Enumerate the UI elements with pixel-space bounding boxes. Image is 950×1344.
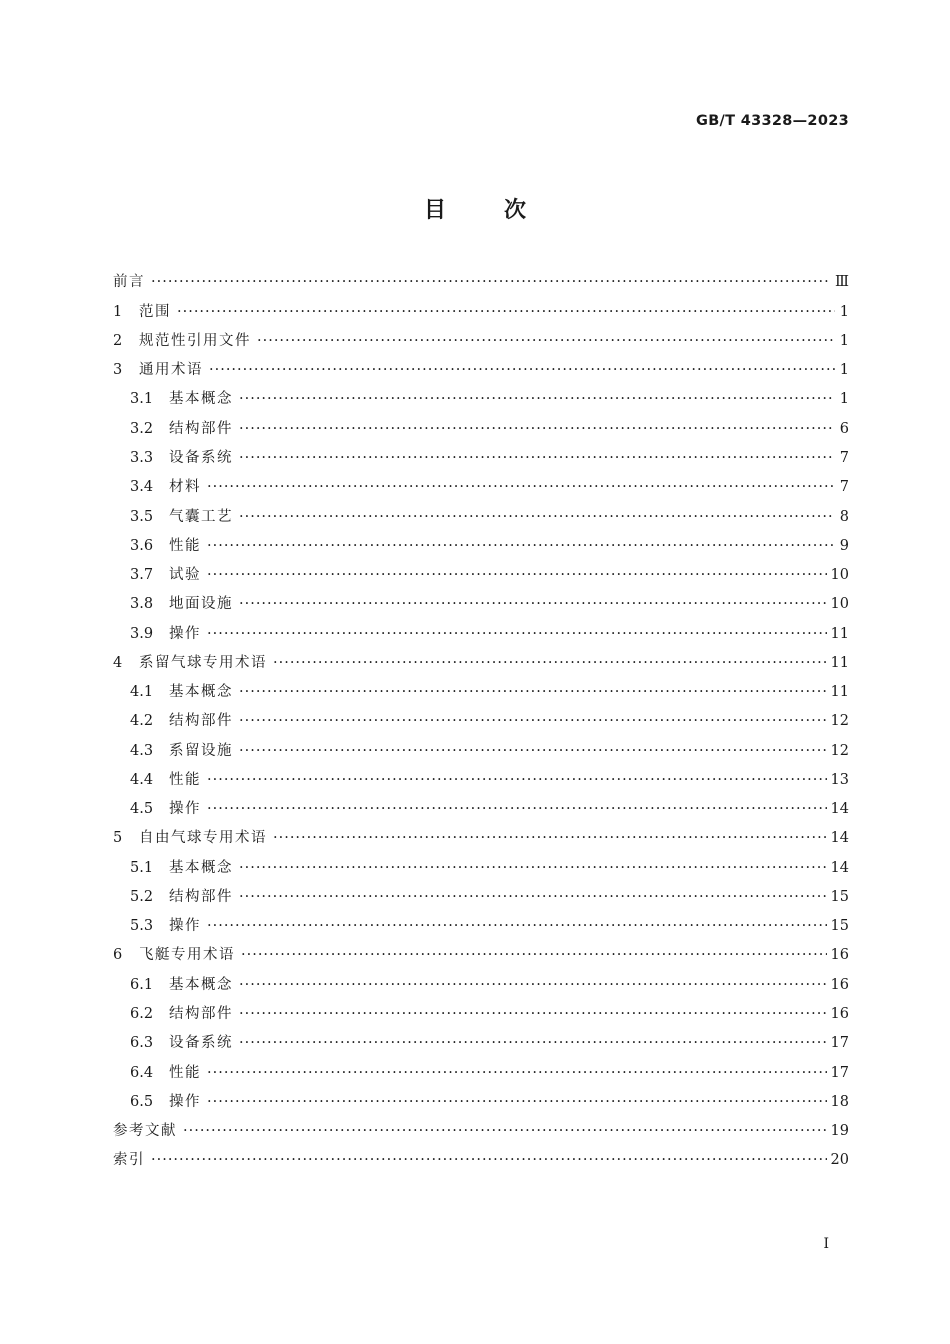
toc-entry-page: 16 <box>830 947 849 964</box>
toc-entry[interactable] <box>113 1029 849 1058</box>
toc-entry-label[interactable]: 结构部件 <box>169 713 233 730</box>
toc-leader-dots <box>207 773 827 788</box>
toc-entry-number: 5 <box>113 830 123 847</box>
page-title <box>0 193 950 224</box>
toc-entry[interactable] <box>113 473 849 502</box>
toc-leader-dots <box>177 305 835 320</box>
toc-entry-label[interactable]: 性能 <box>169 537 201 554</box>
toc-leader-dots <box>257 334 835 349</box>
toc-entry-label[interactable]: 通用术语 <box>139 362 203 379</box>
toc-entry-number: 3.6 <box>130 537 154 554</box>
toc-leader-dots <box>207 919 827 934</box>
toc-entry[interactable] <box>113 327 849 356</box>
toc-entry[interactable] <box>113 824 849 853</box>
toc-entry-page: 14 <box>830 801 849 818</box>
table-of-contents <box>113 268 849 1175</box>
toc-leader-dots <box>239 685 827 700</box>
toc-leader-dots <box>239 978 827 993</box>
toc-entry-label[interactable]: 系留气球专用术语 <box>139 654 267 671</box>
toc-leader-dots <box>207 480 835 495</box>
toc-entry[interactable] <box>113 736 849 765</box>
toc-entry-number: 6.5 <box>130 1093 154 1110</box>
toc-entry-label[interactable]: 系留设施 <box>169 742 233 759</box>
toc-entry-label[interactable]: 操作 <box>169 801 201 818</box>
toc-entry[interactable] <box>113 561 849 590</box>
toc-leader-dots <box>239 422 835 437</box>
toc-entry-number: 1 <box>113 303 123 320</box>
toc-entry[interactable] <box>113 1087 849 1116</box>
toc-entry-label[interactable]: 试验 <box>169 567 201 584</box>
toc-entry-page: 6 <box>839 420 849 437</box>
toc-entry-label[interactable]: 结构部件 <box>169 420 233 437</box>
toc-leader-dots <box>151 275 831 290</box>
toc-leader-dots <box>239 744 827 759</box>
toc-entry-page: 11 <box>830 625 849 642</box>
toc-entry-page: 14 <box>830 859 849 876</box>
toc-entry[interactable] <box>113 970 849 999</box>
toc-entry-page: 12 <box>830 742 849 759</box>
toc-entry-page: 17 <box>830 1064 849 1081</box>
toc-entry-page: Ⅲ <box>835 274 849 291</box>
toc-entry-number: 6 <box>113 947 123 964</box>
toc-entry-label[interactable]: 地面设施 <box>169 596 233 613</box>
toc-entry-number: 3.2 <box>130 420 154 437</box>
toc-leader-dots <box>239 451 835 466</box>
toc-entry-page: 16 <box>830 1006 849 1023</box>
toc-entry-label[interactable]: 规范性引用文件 <box>139 332 251 349</box>
toc-entry-label[interactable]: 材料 <box>169 479 201 496</box>
toc-leader-dots <box>209 363 835 378</box>
toc-entry-label[interactable]: 气囊工艺 <box>169 508 233 525</box>
toc-entry-label[interactable]: 操作 <box>169 625 201 642</box>
toc-entry-page: 11 <box>830 654 849 671</box>
toc-entry[interactable] <box>113 531 849 560</box>
toc-entry-page: 20 <box>830 1152 849 1169</box>
toc-entry[interactable] <box>113 619 849 648</box>
toc-entry-page: 12 <box>830 713 849 730</box>
toc-entry-page: 1 <box>839 362 849 379</box>
toc-entry-number: 3.7 <box>130 567 154 584</box>
toc-leader-dots <box>207 627 827 642</box>
toc-entry-number: 5.1 <box>130 859 154 876</box>
toc-entry-label[interactable]: 设备系统 <box>169 1035 233 1052</box>
toc-leader-dots <box>183 1124 827 1139</box>
toc-entry[interactable] <box>113 766 849 795</box>
toc-entry[interactable] <box>113 707 849 736</box>
toc-entry-page: 10 <box>830 567 849 584</box>
toc-entry-label[interactable]: 基本概念 <box>169 976 233 993</box>
toc-entry-label[interactable]: 基本概念 <box>169 391 233 408</box>
page-number: Ⅰ <box>823 1236 829 1252</box>
toc-entry[interactable] <box>113 268 849 297</box>
toc-entry-number: 2 <box>113 332 123 349</box>
toc-entry-label[interactable]: 设备系统 <box>169 449 233 466</box>
toc-entry-number: 3.5 <box>130 508 154 525</box>
toc-entry-number: 4.4 <box>130 771 154 788</box>
toc-entry-page: 1 <box>839 332 849 349</box>
toc-entry[interactable] <box>113 297 849 326</box>
toc-leader-dots <box>239 861 827 876</box>
toc-entry-label[interactable]: 自由气球专用术语 <box>139 830 267 847</box>
toc-entry[interactable] <box>113 912 849 941</box>
toc-entry-label[interactable]: 基本概念 <box>169 859 233 876</box>
toc-leader-dots <box>239 510 835 525</box>
toc-leader-dots <box>207 802 827 817</box>
toc-entry[interactable] <box>113 678 849 707</box>
toc-entry[interactable] <box>113 590 849 619</box>
toc-entry-number: 3.4 <box>130 479 154 496</box>
toc-entry[interactable] <box>113 444 849 473</box>
toc-entry-page: 8 <box>839 508 849 525</box>
toc-entry-label[interactable]: 索引 <box>113 1152 145 1169</box>
page-title-char-1: 目 <box>423 198 446 223</box>
toc-entry-page: 1 <box>839 303 849 320</box>
toc-leader-dots <box>239 392 835 407</box>
toc-entry-label[interactable]: 操作 <box>169 1093 201 1110</box>
toc-leader-dots <box>273 656 827 671</box>
toc-leader-dots <box>207 1095 827 1110</box>
toc-entry-number: 6.4 <box>130 1064 154 1081</box>
toc-leader-dots <box>207 1066 827 1081</box>
toc-entry-label[interactable]: 飞艇专用术语 <box>139 947 235 964</box>
toc-entry-label[interactable]: 性能 <box>169 1064 201 1081</box>
toc-leader-dots <box>207 568 827 583</box>
toc-entry-label[interactable]: 参考文献 <box>113 1123 177 1140</box>
toc-entry-number: 6.1 <box>130 976 154 993</box>
toc-entry-page: 10 <box>830 596 849 613</box>
toc-entry[interactable] <box>113 853 849 882</box>
toc-entry[interactable] <box>113 941 849 970</box>
toc-entry-label[interactable]: 性能 <box>169 771 201 788</box>
toc-leader-dots <box>239 890 827 905</box>
toc-entry-number: 3.8 <box>130 596 154 613</box>
toc-leader-dots <box>151 1153 827 1168</box>
toc-entry-number: 4.2 <box>130 713 154 730</box>
toc-entry-number: 3.9 <box>130 625 154 642</box>
toc-entry-number: 4 <box>113 654 123 671</box>
toc-entry-page: 7 <box>839 479 849 496</box>
toc-entry-page: 9 <box>839 537 849 554</box>
toc-entry[interactable] <box>113 385 849 414</box>
toc-entry-page: 13 <box>830 771 849 788</box>
toc-entry-page: 17 <box>830 1035 849 1052</box>
toc-entry-page: 1 <box>839 391 849 408</box>
toc-entry-page: 19 <box>830 1123 849 1140</box>
toc-entry-page: 15 <box>830 888 849 905</box>
toc-leader-dots <box>239 1036 827 1051</box>
toc-entry[interactable] <box>113 1058 849 1087</box>
toc-entry-page: 14 <box>830 830 849 847</box>
toc-entry-label[interactable]: 结构部件 <box>169 1006 233 1023</box>
toc-entry-label[interactable]: 结构部件 <box>169 888 233 905</box>
toc-entry-number: 4.1 <box>130 684 154 701</box>
toc-leader-dots <box>239 1007 827 1022</box>
toc-entry[interactable] <box>113 795 849 824</box>
toc-leader-dots <box>273 831 827 846</box>
toc-leader-dots <box>241 948 827 963</box>
toc-entry-number: 3.3 <box>130 449 154 466</box>
toc-entry-page: 7 <box>839 449 849 466</box>
toc-entry-label[interactable]: 范围 <box>139 303 171 320</box>
toc-entry[interactable] <box>113 883 849 912</box>
toc-entry-number: 5.2 <box>130 888 154 905</box>
toc-entry-page: 16 <box>830 976 849 993</box>
toc-entry-label[interactable]: 基本概念 <box>169 684 233 701</box>
toc-entry[interactable] <box>113 1117 849 1146</box>
toc-entry-page: 18 <box>830 1093 849 1110</box>
toc-entry[interactable] <box>113 502 849 531</box>
toc-entry-label[interactable]: 操作 <box>169 918 201 935</box>
toc-entry-page: 15 <box>830 918 849 935</box>
toc-entry[interactable] <box>113 356 849 385</box>
toc-entry-label[interactable]: 前言 <box>113 274 145 291</box>
page-title-char-2: 次 <box>504 198 527 223</box>
toc-entry[interactable] <box>113 414 849 443</box>
toc-leader-dots <box>239 714 827 729</box>
toc-entry-number: 6.3 <box>130 1035 154 1052</box>
toc-entry-number: 4.3 <box>130 742 154 759</box>
toc-entry-page: 11 <box>830 684 849 701</box>
toc-leader-dots <box>239 597 827 612</box>
toc-entry-number: 3.1 <box>130 391 154 408</box>
toc-entry-number: 3 <box>113 362 123 379</box>
toc-entry-number: 6.2 <box>130 1006 154 1023</box>
toc-leader-dots <box>207 539 835 554</box>
toc-entry-number: 4.5 <box>130 801 154 818</box>
standard-code: GB/T 43328—2023 <box>696 113 849 129</box>
toc-entry-number: 5.3 <box>130 918 154 935</box>
toc-entry[interactable] <box>113 648 849 677</box>
toc-entry[interactable] <box>113 1000 849 1029</box>
toc-entry[interactable] <box>113 1146 849 1175</box>
